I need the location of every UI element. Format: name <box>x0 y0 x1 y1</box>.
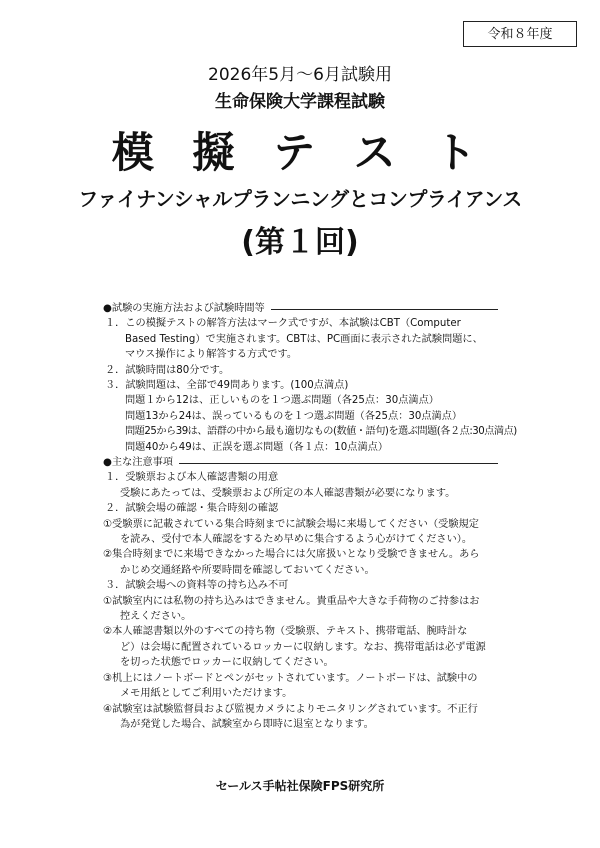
publisher-name: セールス手帖社保険FPS研究所 <box>215 779 385 793</box>
text-line: ①試験室内には私物の持ち込みはできません。貴重品や大きな手荷物のご持参はお <box>103 595 480 607</box>
exam-method-section <box>103 301 517 455</box>
text-line: マウス操作により解答する方式です。 <box>125 349 298 361</box>
heading-rule <box>271 309 498 310</box>
exam-name: 生命保険大学課程試験 <box>215 92 385 112</box>
text-line: を切った状態でロッカーに収納してください。 <box>120 657 334 669</box>
text-line: ①受験票に記載されている集合時刻までに試験会場に来場してください（受験規定 <box>103 518 479 530</box>
text-line: Based Testing）で実施されます。CBTは、PC画面に表示された試験問題に、 <box>125 333 483 345</box>
text-line: かじめ交通経路や所要時間を確認しておいてください。 <box>120 564 375 576</box>
text-line: ④試験室は試験監督員および監視カメラによりモニタリングされています。不正行 <box>103 703 478 715</box>
exam-period: 2026年5月～6月試験用 <box>208 65 392 85</box>
notes-section <box>103 455 498 732</box>
text-line: 問題40から49は、正誤を選ぶ問題（各１点：10点満点） <box>125 441 389 453</box>
document-title: 模 擬 テ ス ト <box>111 128 489 177</box>
text-line: を読み、受付で本人確認をするため早めに集合するよう心がけてください）。 <box>120 534 473 546</box>
section-title: ●試験の実施方法および試験時間等 <box>103 303 265 314</box>
subject-title: ファイナンシャルプランニングとコンプライアンス <box>78 187 522 211</box>
round-label: (第１回) <box>241 225 359 260</box>
text-line: ②集合時刻までに来場できなかった場合には欠席扱いとなり受験できません。あら <box>103 549 480 561</box>
text-line: メモ用紙としてご利用いただけます。 <box>120 688 293 700</box>
section-heading <box>103 455 498 470</box>
text-line: 控えください。 <box>120 611 192 623</box>
section-heading <box>103 301 498 316</box>
text-line: 問題13から24は、誤っているものを１つ選ぶ問題（各25点：30点満点） <box>125 410 463 422</box>
fiscal-year-label: 令和８年度 <box>463 21 577 47</box>
text-line: 為が発覚した場合、試験室から即時に退室となります。 <box>120 718 374 730</box>
text-line: ど）は会場に配置されているロッカーに収納します。なお、携帯電話は必ず電源 <box>120 641 486 653</box>
text-line: 問題25から39は、語群の中から最も適切なもの(数値・語句)を選ぶ問題(各２点:30点満点) <box>125 426 517 438</box>
section-title: ●主な注意事項 <box>103 457 174 468</box>
text-line: 問題１から12は、正しいものを１つ選ぶ問題（各25点：30点満点） <box>125 395 439 407</box>
text-line: ３．試験問題は、全部で49問あります。(100点満点) <box>105 380 349 392</box>
text-line: ②本人確認書類以外のすべての持ち物（受験票、テキスト、携帯電話、腕時計な <box>103 626 468 638</box>
text-line: 受験にあたっては、受験票および所定の本人確認書類が必要になります。 <box>120 487 456 499</box>
text-line: １．この模擬テストの解答方法はマーク式ですが、本試験はCBT（Computer <box>105 318 461 330</box>
text-line: ３．試験会場への資料等の持ち込み不可 <box>105 580 289 592</box>
text-line: １．受験票および本人確認書類の用意 <box>105 472 279 484</box>
text-line: ２．試験会場の確認・集合時刻の確認 <box>105 503 279 515</box>
text-line: ③机上にはノートボードとペンがセットされています。ノートボードは、試験中の <box>103 672 478 684</box>
text-line: ２．試験時間は80分です。 <box>105 364 230 376</box>
heading-rule <box>179 463 498 464</box>
